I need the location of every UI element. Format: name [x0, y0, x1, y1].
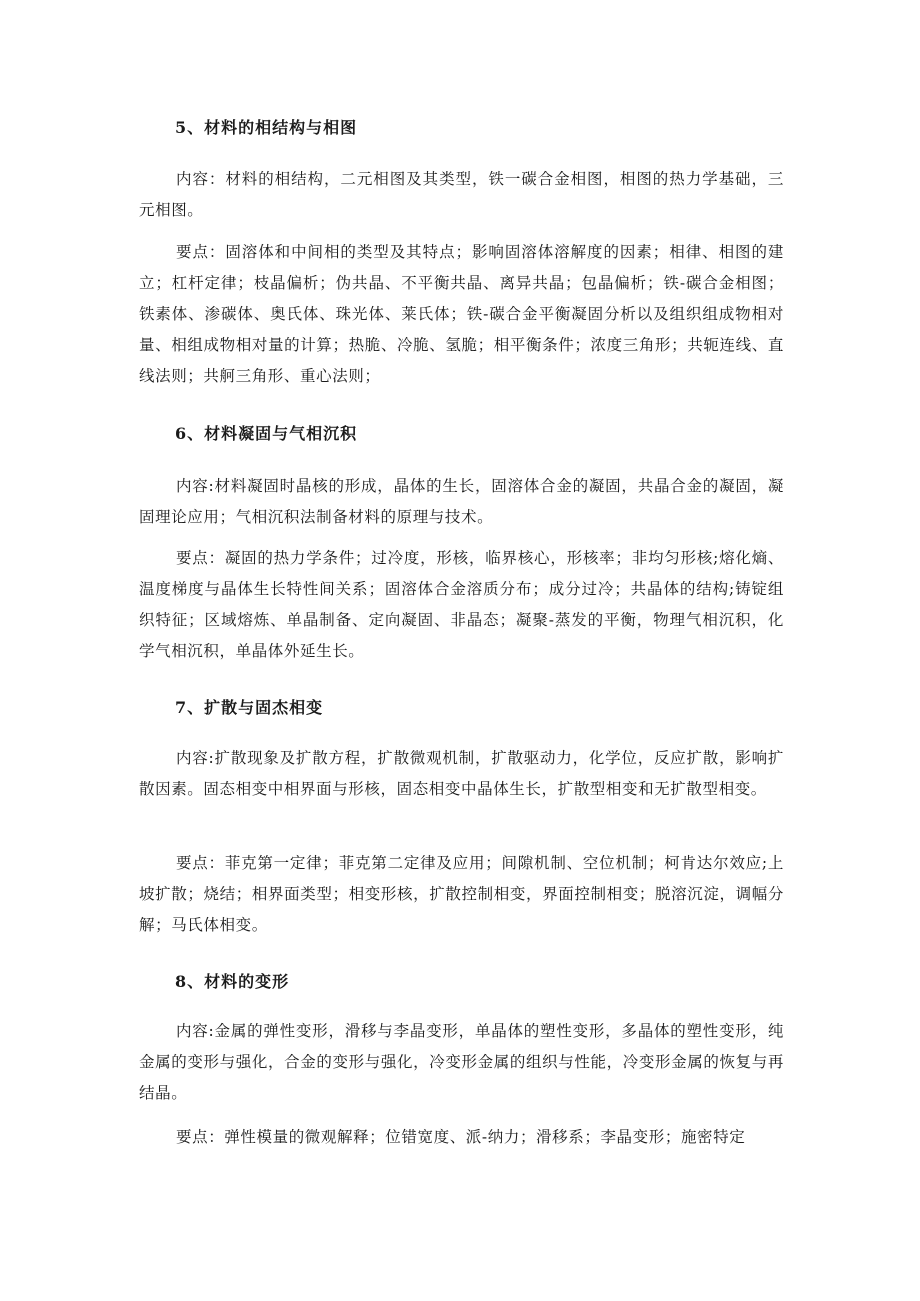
section-7-points: 要点：菲克第一定律；菲克第二定律及应用；间隙机制、空位机制；柯肯达尔效应;上坡扩散；烧结；相界面类型；相变形核，扩散控制相变，界面控制相变；脱溶沉淀，调幅分解；马氏体相变。 — [139, 854, 784, 934]
section-6-points: 要点：凝固的热力学条件；过冷度，形核，临界核心，形核率；非均匀形核;熔化熵、温度梯度与晶体生长特性间关系；固溶体合金溶质分布；成分过冷；共晶体的结构;铸锭组织特征；区域熔炼、单晶制备、定向凝固、非晶态；凝聚-蒸发的平衡，物理气相沉积，化学气相沉积，单晶体外延生长。 — [139, 549, 784, 660]
section-5-points: 要点：固溶体和中间相的类型及其特点；影响固溶体溶解度的因素；相律、相图的建立；杠杆定律；枝晶偏析；伪共晶、不平衡共晶、离异共晶；包晶偏析；铁-碳合金相图；铁素体、渗碳体、奥氏体、珠光体、莱氏体；铁-碳合金平衡凝固分析以及组织组成物相对量、相组成物相对量的计算；热脆、冷脆、氢脆；相平衡条件；浓度三角形；共轭连线、直线法则；共舸三角形、重心法则； — [139, 243, 784, 385]
section-6-content: 内容:材料凝固时晶核的形成，晶体的生长，固溶体合金的凝固，共晶合金的凝固，凝固理论应用；气相沉积法制备材料的原理与技术。 — [139, 477, 784, 526]
section-5-content: 内容：材料的相结构，二元相图及其类型，铁一碳合金相图，相图的热力学基础，三元相图。 — [139, 170, 784, 219]
section-8-points: 要点：弹性模量的微观解释；位错宽度、派-纳力；滑移系；李晶变形；施密特定 — [176, 1128, 746, 1146]
section-7-content: 内容:扩散现象及扩散方程，扩散微观机制，扩散驱动力，化学位，反应扩散，影响扩散因素。固态相变中相界面与形核，固态相变中晶体生长，扩散型相变和无扩散型相变。 — [139, 749, 784, 798]
section-5-heading: 5、材料的相结构与相图 — [175, 118, 358, 137]
section-6-heading: 6、材料凝固与气相沉积 — [175, 424, 358, 443]
section-7-heading: 7、扩散与固杰相变 — [175, 698, 324, 717]
section-8-content: 内容:金属的弹性变形，滑移与李晶变形，单晶体的塑性变形，多晶体的塑性变形，纯金属的变形与强化，合金的变形与强化，冷变形金属的组织与性能，冷变形金属的恢复与再结晶。 — [139, 1022, 784, 1102]
section-8-heading: 8、材料的变形 — [175, 972, 290, 991]
